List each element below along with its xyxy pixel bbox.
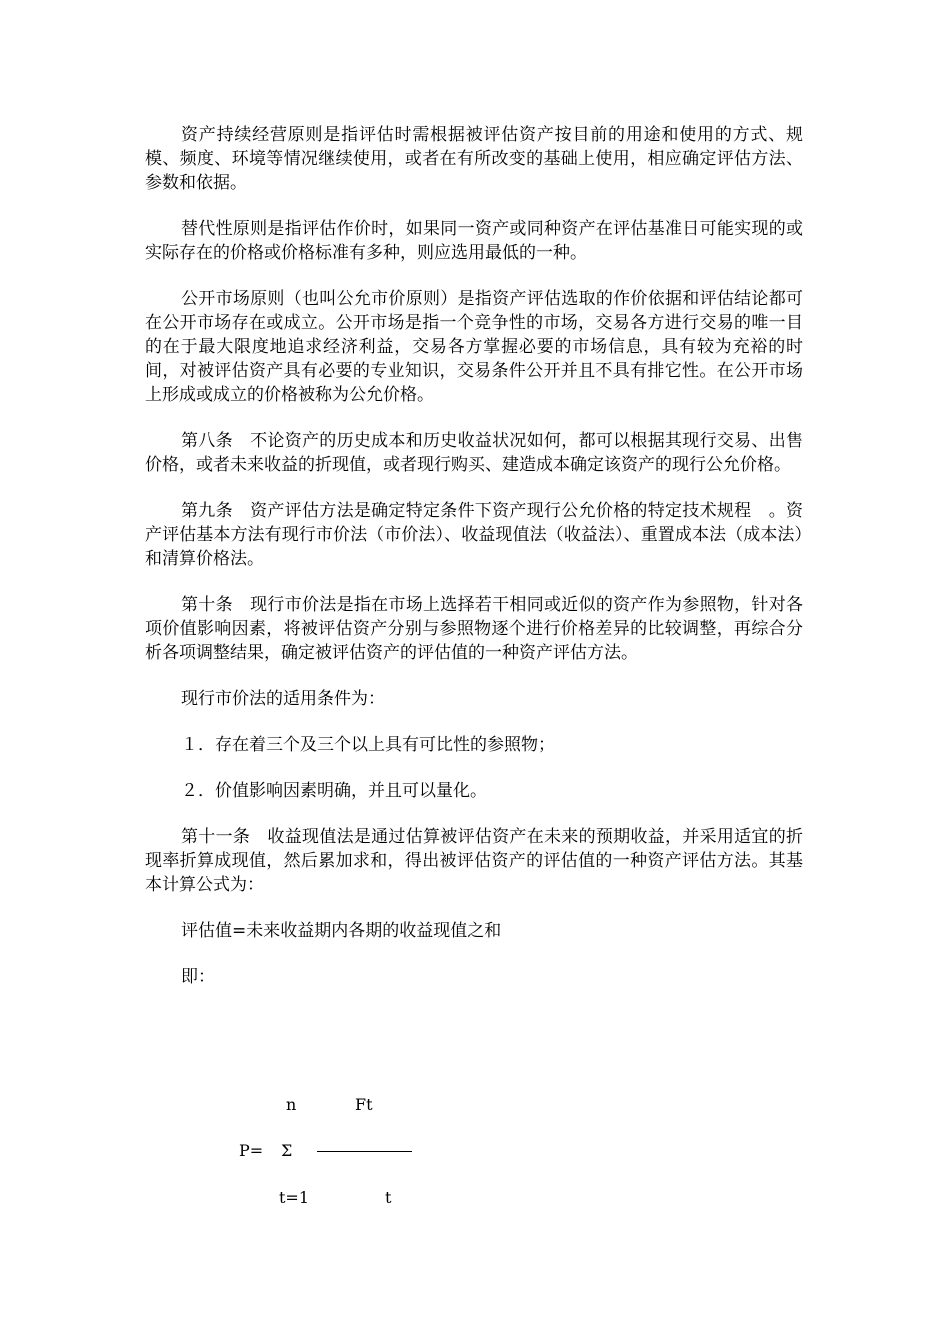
list-item-condition-2: ２．价值影响因素明确，并且可以量化。 (181, 781, 487, 801)
formula-lhs: P= (239, 1141, 264, 1160)
paragraph-article-10: 第十条 现行市价法是指在市场上选择若干相同或近似的资产作为参照物，针对各项价值影响因素，将被评估资产分别与参照物逐个进行价格差异的比较调整，再综合分析各项调整结果，确定被评估资产的评估值的一种资产评估方法。 (145, 595, 803, 663)
formula-numerator: Ft (355, 1095, 373, 1114)
formula-fraction-bar (317, 1151, 412, 1152)
document-body (145, 123, 803, 1011)
paragraph-article-11: 第十一条 收益现值法是通过估算被评估资产在未来的预期收益，并采用适宜的折现率折算成现值，然后累加求和，得出被评估资产的评估值的一种资产评估方法。其基本计算公式为： (145, 827, 803, 895)
paragraph-article-9: 第九条 资产评估方法是确定特定条件下资产现行公允价格的特定技术规程 。资产评估基本方法有现行市价法（市价法）、收益现值法（收益法）、重置成本法（成本法）和清算价格法。 (145, 501, 803, 569)
paragraph-formula-description: 评估值=未来收益期内各期的收益现值之和 (181, 921, 502, 941)
formula-denominator: t (385, 1188, 392, 1207)
paragraph-formula-lead: 即： (181, 967, 215, 987)
paragraph-article-8: 第八条 不论资产的历史成本和历史收益状况如何，都可以根据其现行交易、出售价格，或者未来收益的折现值，或者现行购买、建造成本确定该资产的现行公允价格。 (145, 431, 803, 475)
paragraph-substitution-principle: 替代性原则是指评估作价时，如果同一资产或同种资产在评估基准日可能实现的或实际存在的价格或价格标准有多种，则应选用最低的一种。 (145, 219, 803, 263)
paragraph-open-market-principle: 公开市场原则（也叫公允市价原则）是指资产评估选取的作价依据和评估结论都可在公开市场存在或成立。公开市场是指一个竞争性的市场，交易各方进行交易的唯一目的在于最大限度地追求经济利益，交易各方掌握必要的市场信息，具有较为充裕的时间，对被评估资产具有必要的专业知识，交易条件公开并且不具有排它性。在公开市场上形成或成立的价格被称为公允价格。 (145, 289, 803, 405)
formula-lower-limit: t=1 (279, 1188, 310, 1207)
list-item-condition-1: １．存在着三个及三个以上具有可比性的参照物； (181, 735, 555, 755)
paragraph-continuing-operation-principle: 资产持续经营原则是指评估时需根据被评估资产按目前的用途和使用的方式、规模、频度、环境等情况继续使用，或者在有所改变的基础上使用，相应确定评估方法、参数和依据。 (145, 125, 803, 193)
formula-upper-limit: n (286, 1095, 297, 1114)
paragraph-conditions-intro: 现行市价法的适用条件为： (181, 689, 385, 709)
formula-sigma-symbol: Σ (281, 1141, 293, 1160)
